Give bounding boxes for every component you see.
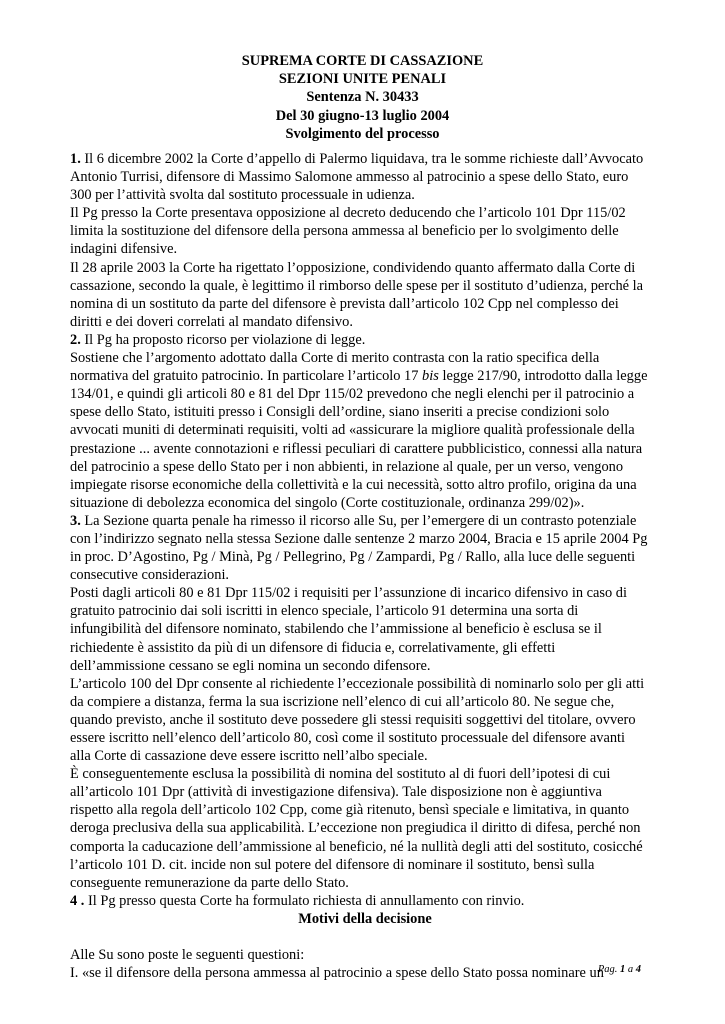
text-line: richiedente è assistito da più di un difensore di fiducia e, correlativamente, gli effetti: [70, 639, 556, 656]
text-line: impiegate risorse economiche della collettività e la cui necessità, sotto altro profilo, origina da una: [70, 476, 637, 493]
text-line: 300 per l’attività svolta dal sostituto processuale in udienza.: [70, 187, 415, 204]
text-line: L’articolo 100 del Dpr consente al richiedente l’eccezionale possibilità di nominarlo solo per gli atti: [70, 675, 645, 692]
italic-bis: bis: [422, 368, 439, 385]
text-line: Il Pg presso la Corte presentava opposizione al decreto deducendo che l’articolo 101 Dpr 115/02: [70, 205, 626, 222]
text-line: con l’indirizzo segnato nella stessa Sezione dalle sentenze 2 marzo 2004, Bracia e 15 aprile 2004 Pg: [70, 530, 648, 547]
text-line: Sostiene che l’argomento adottato dalla Corte di merito contrasta con la ratio specifica della: [70, 350, 600, 367]
text-line: È conseguentemente esclusa la possibilità di nomina del sostituto al di fuori dell’ipotesi di cui: [70, 766, 611, 783]
text-line: 3. La Sezione quarta penale ha rimesso il ricorso alle Su, per l’emergere di un contrasto potenziale: [70, 512, 637, 529]
text-line: avvocati muniti di determinati requisiti, volti ad «assicurare la migliore qualità professionale della: [70, 422, 635, 439]
document-header: [0, 52, 725, 143]
sentence-number: Sentenza N. 30433: [306, 89, 419, 106]
paragraph-number: 2.: [70, 331, 81, 348]
text-line: 2. Il Pg ha proposto ricorso per violazione di legge.: [70, 331, 366, 348]
section-name: SEZIONI UNITE PENALI: [278, 71, 447, 88]
paragraph-number: 1.: [70, 151, 81, 167]
text-line: cassazione, secondo la quale, è legittimo il rimborso delle spese per il sostituto d’udienza, perché la: [70, 277, 644, 294]
text-line: da compiere a distanza, ferma la sua iscrizione nell’elenco di cui all’articolo 80. Ne segue che,: [70, 693, 615, 710]
text-line: Antonio Turrisi, difensore di Massimo Salomone ammesso al patrocinio a spese dello Stato, euro: [70, 169, 629, 186]
text-line: essere iscritto nell’elenco dell’articolo 80, così come il sostituto processuale del difensore avanti: [70, 730, 626, 746]
text-line: in proc. D’Agostino, Pg / Minà, Pg / Pellegrino, Pg / Zampardi, Pg / Rallo, alla luce delle seguenti: [70, 549, 636, 566]
sentence-date: Del 30 giugno-13 luglio 2004: [275, 107, 450, 124]
section-heading: Svolgimento del processo: [285, 125, 440, 142]
text-line: nomina di un sostituto da parte del difensore è prevista dall’articolo 102 Cpp nel complesso dei: [70, 295, 619, 312]
text-line: normativa del gratuito patrocinio. In particolare l’articolo 17 bis legge 217/90, introdotto dalla legge: [70, 368, 648, 385]
text-line: 1. Il 6 dicembre 2002 la Corte d’appello di Palermo liquidava, tra le somme richieste dall’Avvocato: [70, 151, 644, 167]
court-name: SUPREMA CORTE DI CASSAZIONE: [241, 53, 484, 69]
text-line: quando previsto, anche il sostituto deve possedere gli stessi requisiti soggettivi del titolare, ovvero: [70, 711, 636, 728]
text-line: all’articolo 101 Dpr (attività di investigazione difensiva). Tale disposizione non è aggiuntiva: [70, 784, 602, 801]
text-line: infungibilità del difensore nominato, stabilendo che l’ammissione al beneficio è esclusa se il: [70, 621, 602, 638]
section-heading-motivi: Motivi della decisione: [298, 910, 432, 927]
text-line: indagini difensive.: [70, 241, 178, 258]
text-line: comporta la caducazione dell’ammissione al beneficio, né la nullità degli atti del sostituto, cosicché: [70, 838, 643, 855]
text-line: Alle Su sono poste le seguenti questioni:: [70, 947, 305, 964]
text-line: situazione di debolezza economica del singolo (Corte costituzionale, ordinanza 299/02)».: [70, 494, 585, 511]
page-footer: Pag. 1 a 4: [597, 964, 641, 975]
text-line: Il 28 aprile 2003 la Corte ha rigettato l’opposizione, condividendo quanto affermato dalla Corte di: [70, 259, 636, 276]
text-line: I. «se il difensore della persona ammessa al patrocinio a spese dello Stato possa nominare un: [70, 965, 604, 982]
text-line: prestazione ... avente connotazioni e riflessi peculiari di carattere pubblicistico, connessi alla natura: [70, 440, 643, 457]
text-line: diritti e dei doveri correlati al mandato difensivo.: [70, 313, 353, 330]
text-line: l’articolo 101 D. cit. incide non sul potere del difensore di nominare il sostituto, bensì sulla: [70, 856, 595, 873]
text-line: Posti dagli articoli 80 e 81 Dpr 115/02 i requisiti per l’assunzione di incarico difensivo in caso di: [70, 585, 627, 602]
text-line: consecutive considerazioni.: [70, 567, 230, 584]
total-page-count: 4: [635, 964, 641, 975]
text-line: spese dello Stato, istituiti presso i Consigli dell’ordine, siano inseriti a precise condizioni solo: [70, 404, 610, 421]
text-line: rispetto alla regola dell’articolo 102 Cpp, come già ritenuto, bensì speciale e limitativa, in quanto: [70, 802, 630, 819]
text-line: 134/01, e quindi gli articoli 80 e 81 del Dpr 115/02 prevedono che negli elenchi per il patrocinio a: [70, 386, 635, 403]
paragraph-gap: [70, 928, 660, 946]
text-line: dell’ammissione cessano se egli nomina un secondo difensore.: [70, 657, 431, 674]
text-line: alla Corte di cassazione deve essere iscritto nell’albo speciale.: [70, 748, 428, 765]
text-line: deroga preclusiva della sua applicabilità. L’eccezione non pregiudica il diritto di difesa, perché non: [70, 820, 641, 837]
text-line: limita la sostituzione del difensore della persona ammessa al beneficio per lo svolgimento delle: [70, 223, 619, 240]
paragraph-number: 3.: [70, 512, 81, 529]
text-line: gratuito patrocinio dai soli iscritti in elenco speciale, l’articolo 91 determina una sorta di: [70, 603, 579, 620]
document-body: [70, 150, 660, 982]
text-line: conseguente remunerazione da parte dello Stato.: [70, 874, 349, 891]
paragraph-number: 4 .: [70, 892, 85, 909]
text-line: del patrocinio a spese dello Stato per i non abbienti, in relazione al quale, per un verso, vengono: [70, 458, 624, 475]
current-page-number: 1: [620, 964, 626, 975]
text-line: 4 . Il Pg presso questa Corte ha formulato richiesta di annullamento con rinvio.: [70, 892, 525, 909]
